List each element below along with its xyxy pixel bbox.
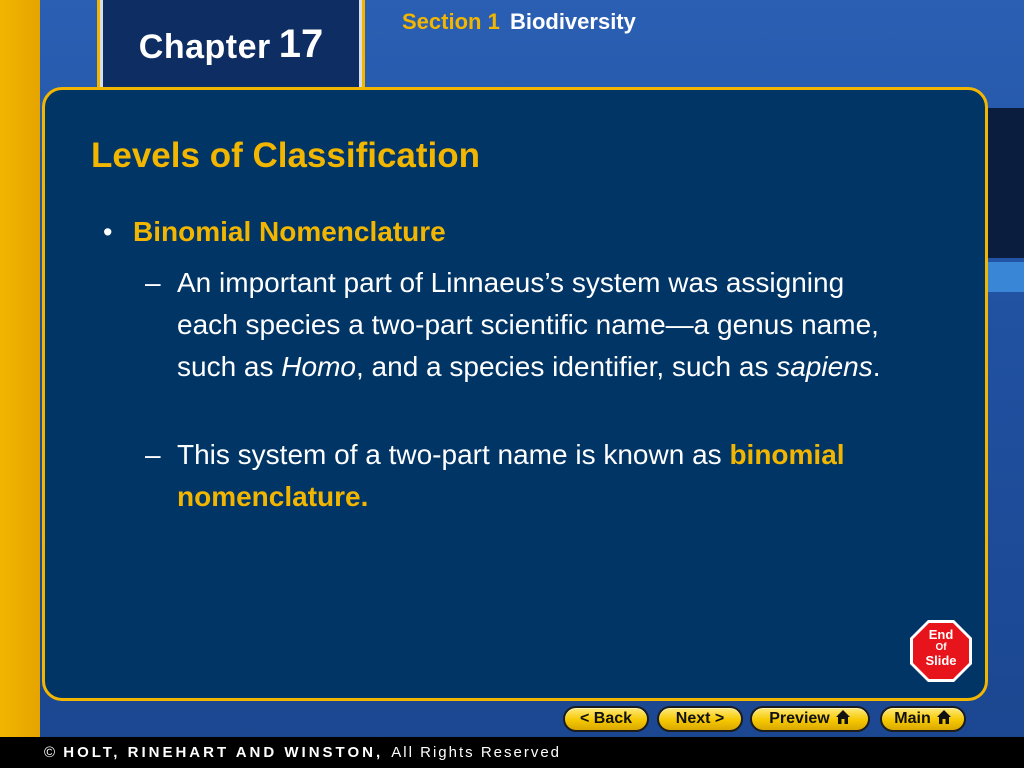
stop-line-of: Of <box>935 642 947 653</box>
back-label: < Back <box>579 710 633 727</box>
section-label: Section 1 <box>402 9 500 34</box>
bullet-dot-icon: • <box>103 217 113 247</box>
sub-bullet-dash: – <box>145 267 161 298</box>
section-title: Biodiversity <box>509 9 636 34</box>
content-panel <box>42 87 988 701</box>
preview-label: Preview <box>769 710 830 727</box>
stop-line-end: End <box>928 627 954 642</box>
copyright-footer <box>0 737 1024 768</box>
sub1-part3: . <box>872 351 881 382</box>
back-button[interactable] <box>563 706 649 732</box>
home-icon <box>835 709 851 730</box>
sub2-text: This system of a two-part name is known as <box>177 439 730 470</box>
stop-sign-text <box>909 627 973 668</box>
right-band-light <box>986 262 1024 292</box>
sub-bullet-2 <box>145 434 885 518</box>
navigation-bar <box>0 706 1024 732</box>
section-header <box>402 9 636 35</box>
next-label: Next > <box>675 710 725 727</box>
sub-bullet-dash: – <box>145 439 161 470</box>
sub1-part2: , and a species identifier, such as <box>355 351 777 382</box>
genus-example: Homo <box>281 351 356 382</box>
sub-bullet-2-text <box>177 434 885 518</box>
next-button[interactable] <box>657 706 743 732</box>
slide-title: Levels of Classification <box>91 136 481 175</box>
chapter-label: Chapter <box>138 28 271 66</box>
right-edge-bands <box>986 108 1024 292</box>
chapter-number: 17 <box>278 22 324 66</box>
bullet-item <box>103 216 446 248</box>
preview-button[interactable] <box>750 706 870 732</box>
sub-bullet-1 <box>145 262 885 388</box>
publisher-name: HOLT, RINEHART AND WINSTON, <box>63 744 384 761</box>
species-example: sapiens <box>776 351 873 382</box>
end-of-slide-button[interactable] <box>909 619 973 683</box>
left-gold-stripe <box>0 0 40 737</box>
sub1-part1: An important part of Linnaeus’s system was assigning each species a two-part scientific name—a genus name, such as <box>177 267 879 382</box>
bullet-heading: Binomial Nomenclature <box>133 216 446 247</box>
main-button[interactable] <box>880 706 966 732</box>
stop-line-slide: Slide <box>925 653 957 668</box>
main-label: Main <box>894 710 931 727</box>
home-icon <box>936 709 952 730</box>
copyright-symbol: © <box>44 744 58 761</box>
right-band-dark <box>986 108 1024 258</box>
key-term: binomial nomenclature. <box>177 439 845 512</box>
rights-text: All Rights Reserved <box>391 744 562 761</box>
sub-bullet-1-text <box>177 262 885 388</box>
